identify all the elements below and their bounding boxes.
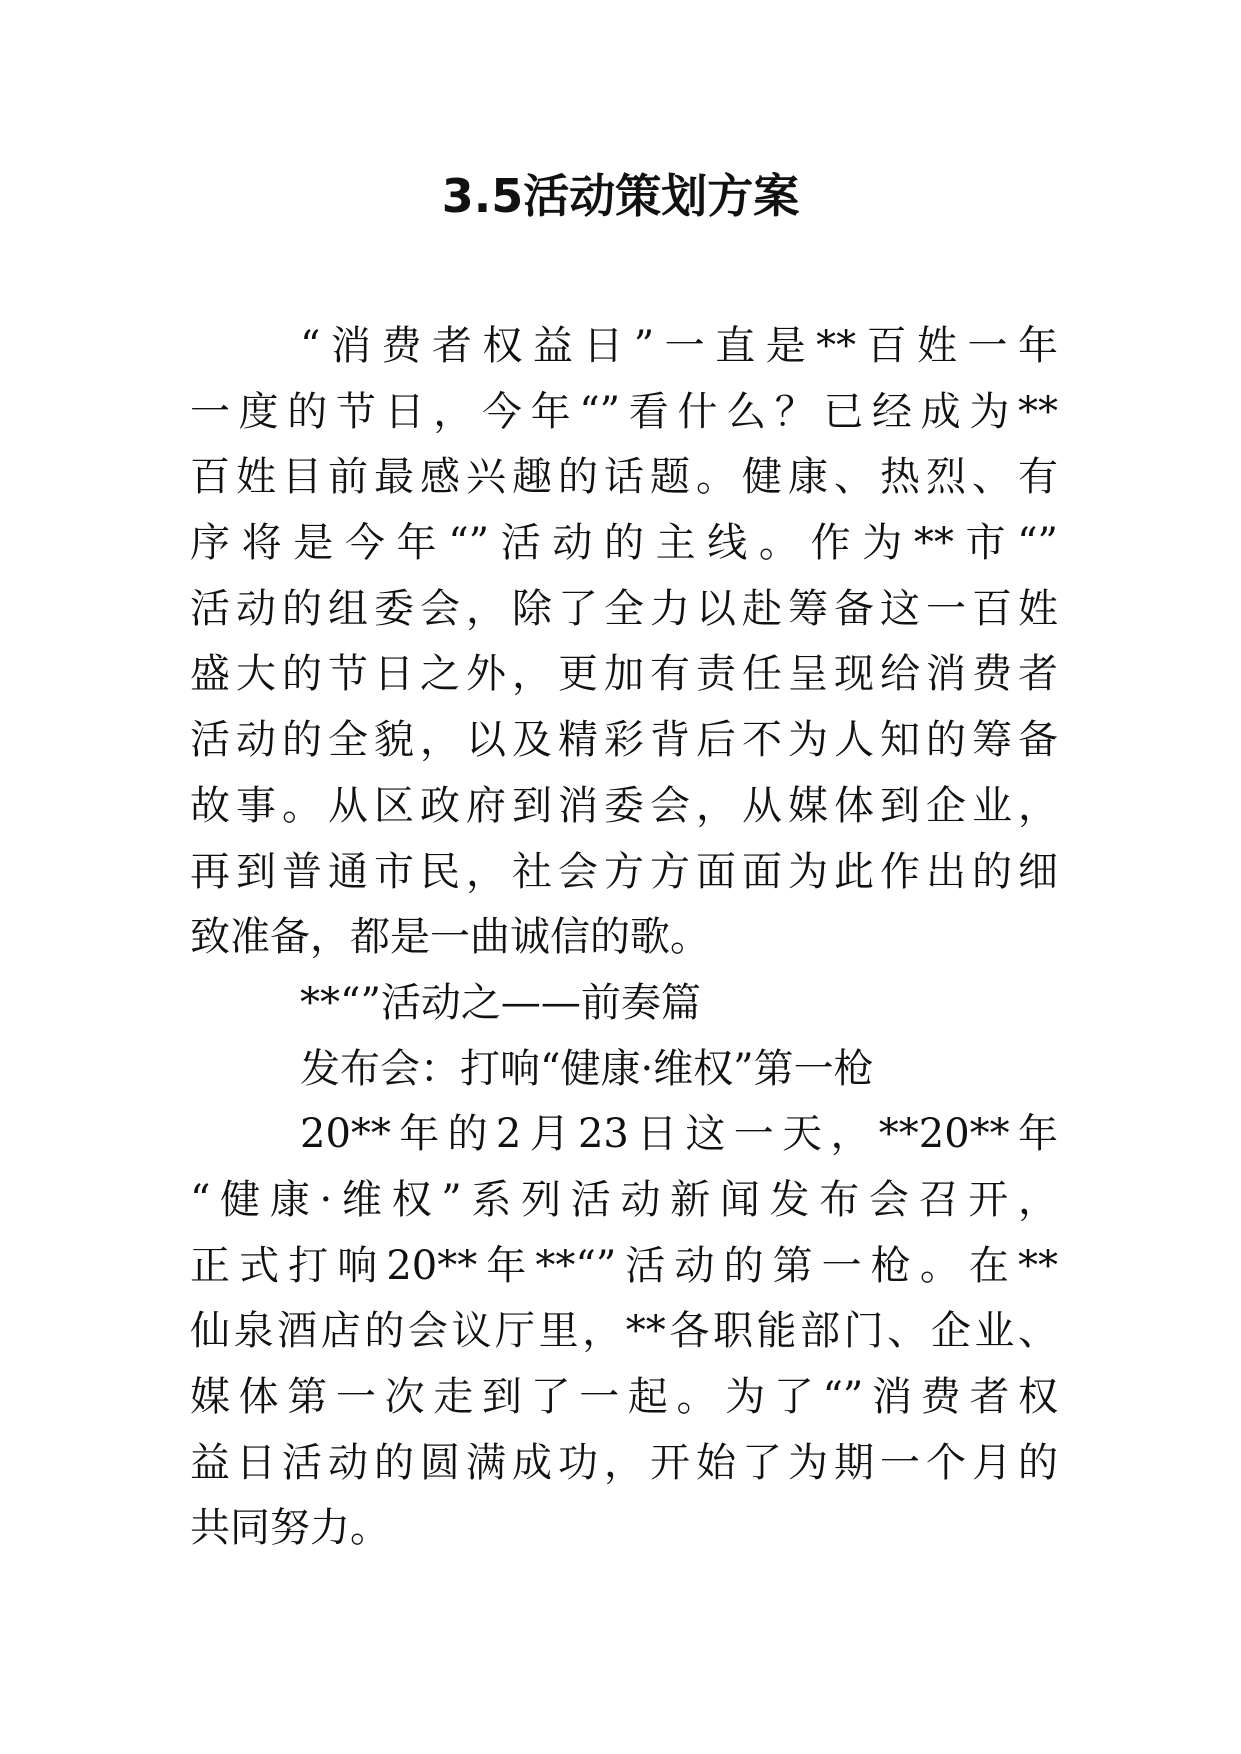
paragraph-2-line-1: 20**年的2月23日这一天，**20**年 [300, 1111, 1058, 1158]
paragraph-1-line-8: 故事。从区政府到消委会，从媒体到企业， [190, 782, 1058, 829]
paragraph-2-line-7: 共同努力。 [190, 1505, 390, 1552]
paragraph-1-line-3: 百姓目前最感兴趣的话题。健康、热烈、有 [190, 454, 1058, 501]
paragraph-1-line-1: “消费者权益日”一直是**百姓一年 [300, 323, 1058, 369]
paragraph-2-line-6: 益日活动的圆满成功，开始了为期一个月的 [190, 1439, 1058, 1486]
document-title: 3.5活动策划方案 [441, 169, 800, 223]
paragraph-2-line-4: 仙泉酒店的会议厅里，**各职能部门、企业、 [190, 1308, 1058, 1355]
paragraph-1-line-2: 一度的节日，今年“”看什么？已经成为** [190, 388, 1058, 435]
document-body [190, 314, 1058, 1562]
paragraph-1-line-4: 序将是今年“”活动的主线。作为**市“” [190, 520, 1058, 567]
paragraph-2-line-2: “健康·维权”系列活动新闻发布会召开， [190, 1176, 1058, 1223]
paragraph-1-line-5: 活动的组委会，除了全力以赴筹备这一百姓 [190, 585, 1058, 632]
paragraph-1-line-9: 再到普通市民，社会方方面面为此作出的细 [190, 848, 1058, 895]
paragraph-2-line-3: 正式打响20**年**“”活动的第一枪。在** [190, 1242, 1058, 1289]
paragraph-1-line-10: 致准备，都是一曲诚信的歌。 [190, 914, 710, 961]
section-heading: **“”活动之——前奏篇 [300, 979, 701, 1026]
paragraph-2-line-5: 媒体第一次走到了一起。为了“”消费者权 [190, 1374, 1058, 1420]
subsection-heading: 发布会：打响“健康·维权”第一枪 [300, 1045, 874, 1092]
paragraph-1-line-6: 盛大的节日之外，更加有责任呈现给消费者 [190, 651, 1058, 698]
paragraph-1-line-7: 活动的全貌，以及精彩背后不为人知的筹备 [190, 717, 1058, 764]
